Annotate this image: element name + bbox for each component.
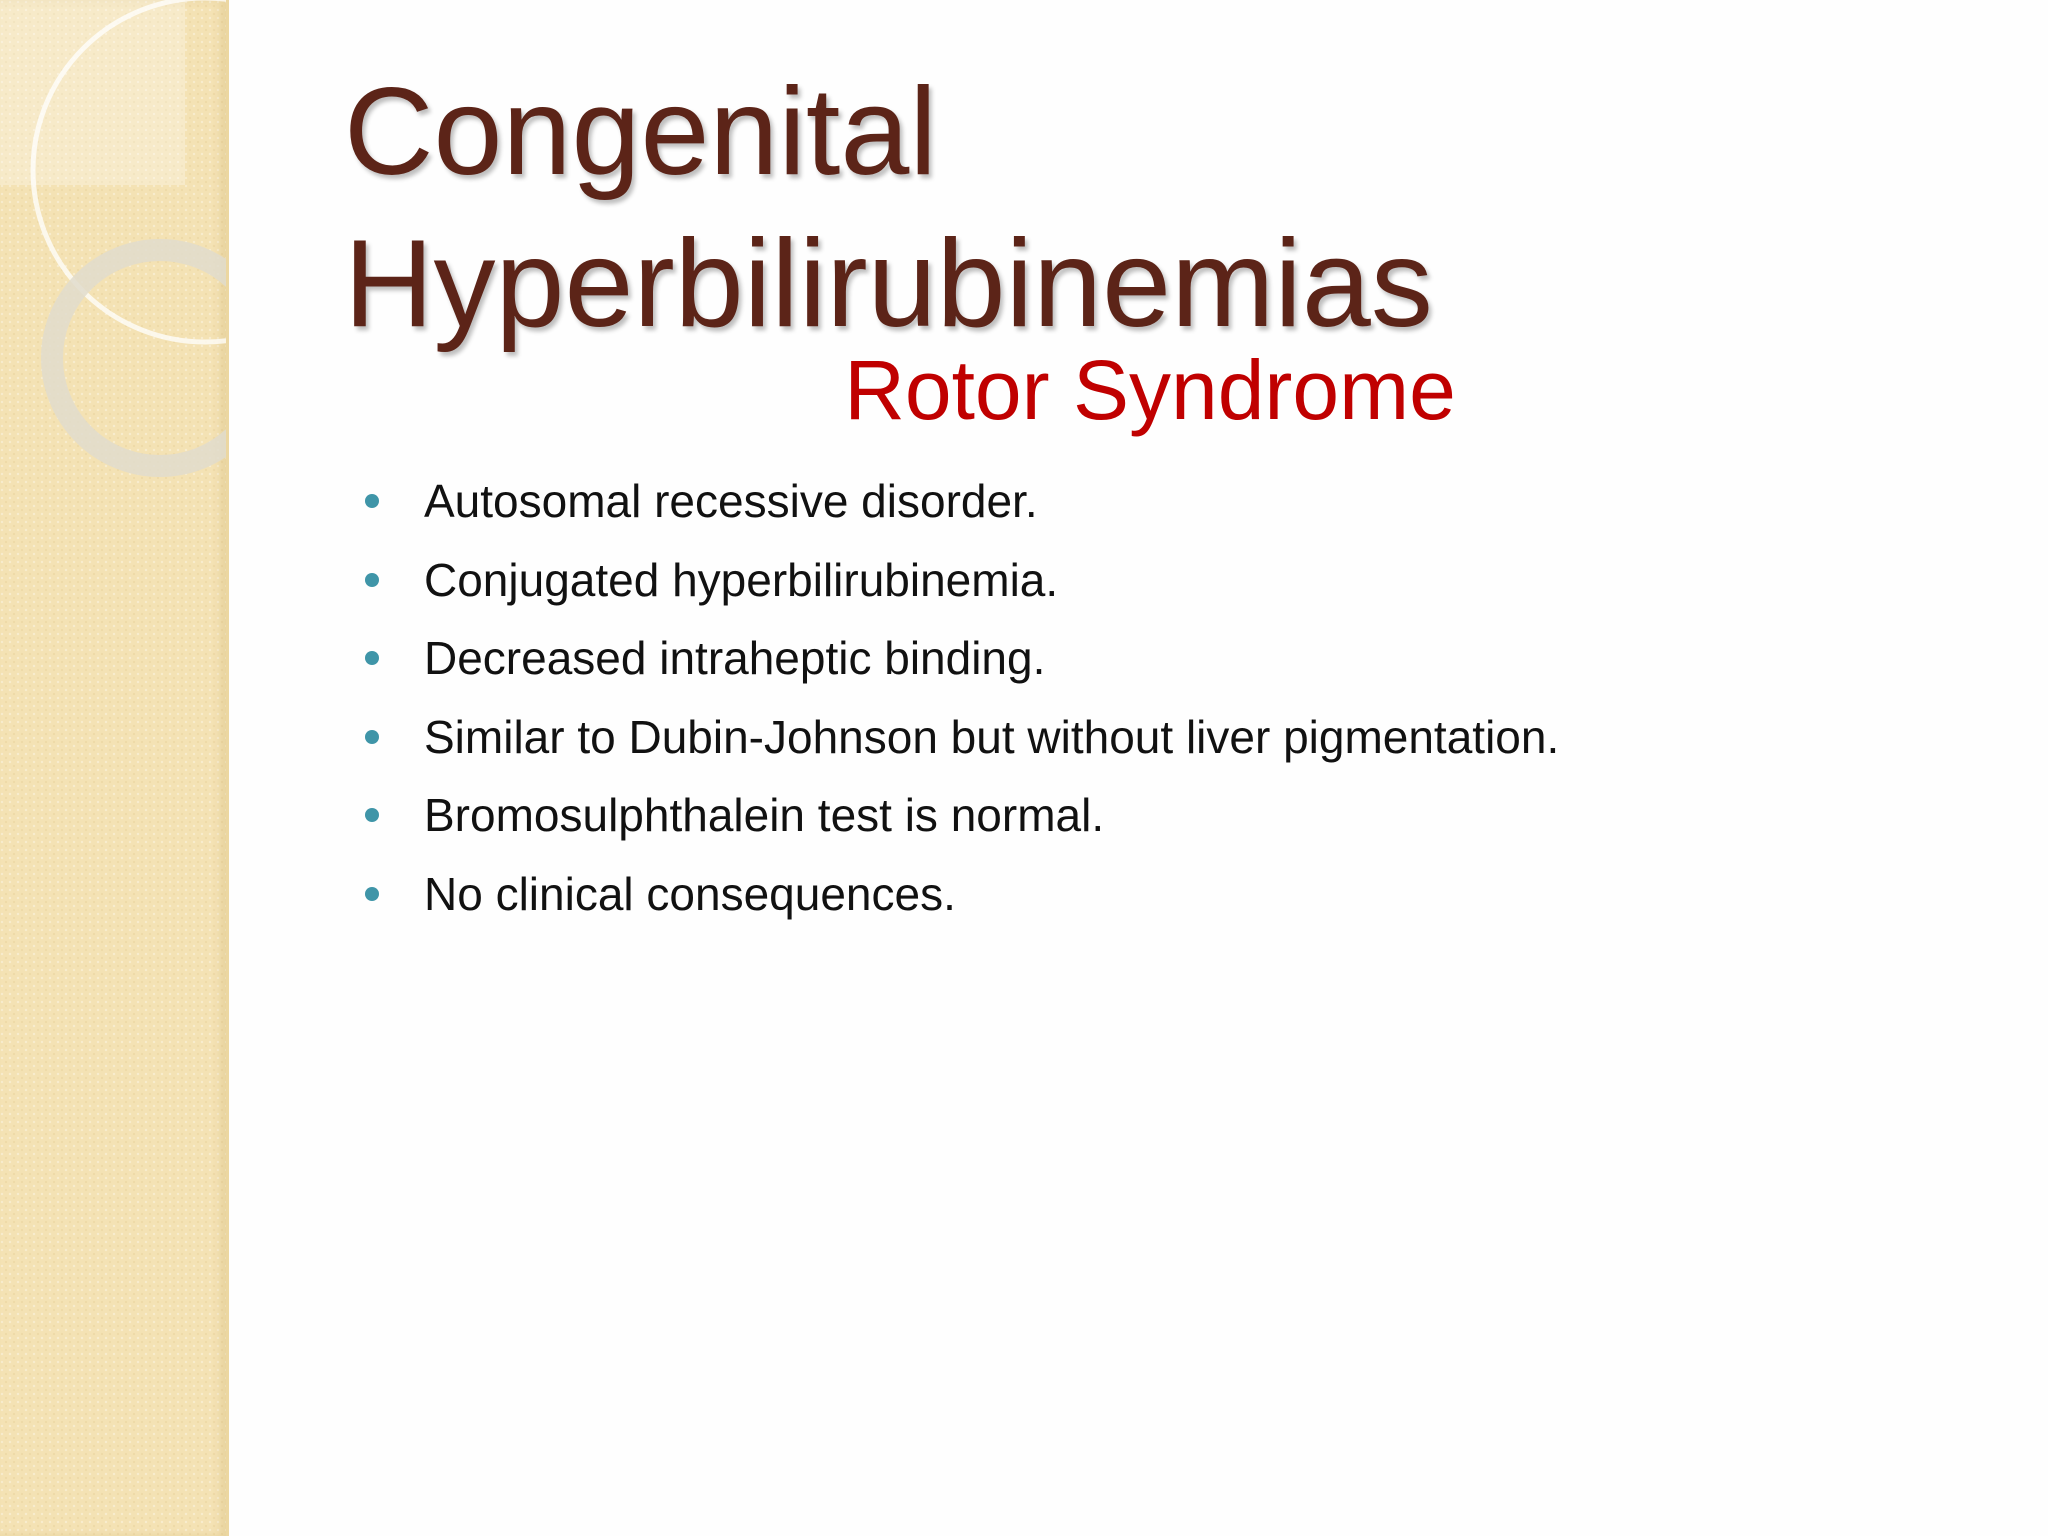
slide-title (344, 56, 1944, 360)
list-item (360, 619, 2000, 698)
list-item-text: Decreased intraheptic binding. (424, 632, 1046, 684)
list-item-text: Similar to Dubin-Johnson but without liver pigmentation. (424, 710, 1560, 763)
list-item-text: Bromosulphthalein test is normal. (424, 789, 1105, 841)
slide-subtitle: Rotor Syndrome (844, 343, 1456, 437)
list-item-text: Conjugated hyperbilirubinemia. (424, 553, 1059, 606)
list-item (360, 541, 2000, 620)
bullet-icon (365, 573, 379, 587)
bullet-icon (365, 651, 379, 665)
bullet-icon (365, 494, 379, 508)
list-item (360, 855, 2000, 934)
bullet-icon (365, 808, 379, 822)
list-item-text: No clinical consequences. (424, 867, 956, 920)
decorative-side-panel (0, 0, 229, 1536)
bullet-icon (365, 887, 379, 901)
decorative-rings-graphic (0, 0, 226, 600)
bullet-icon (365, 730, 379, 744)
list-item (360, 776, 2000, 855)
list-item (360, 698, 2000, 777)
list-item (360, 462, 2000, 541)
title-line: Hyperbilirubinemias (344, 215, 1433, 353)
list-item-text: Autosomal recessive disorder. (424, 475, 1038, 527)
title-line: Congenital (344, 63, 937, 201)
bullet-list (360, 462, 2000, 933)
